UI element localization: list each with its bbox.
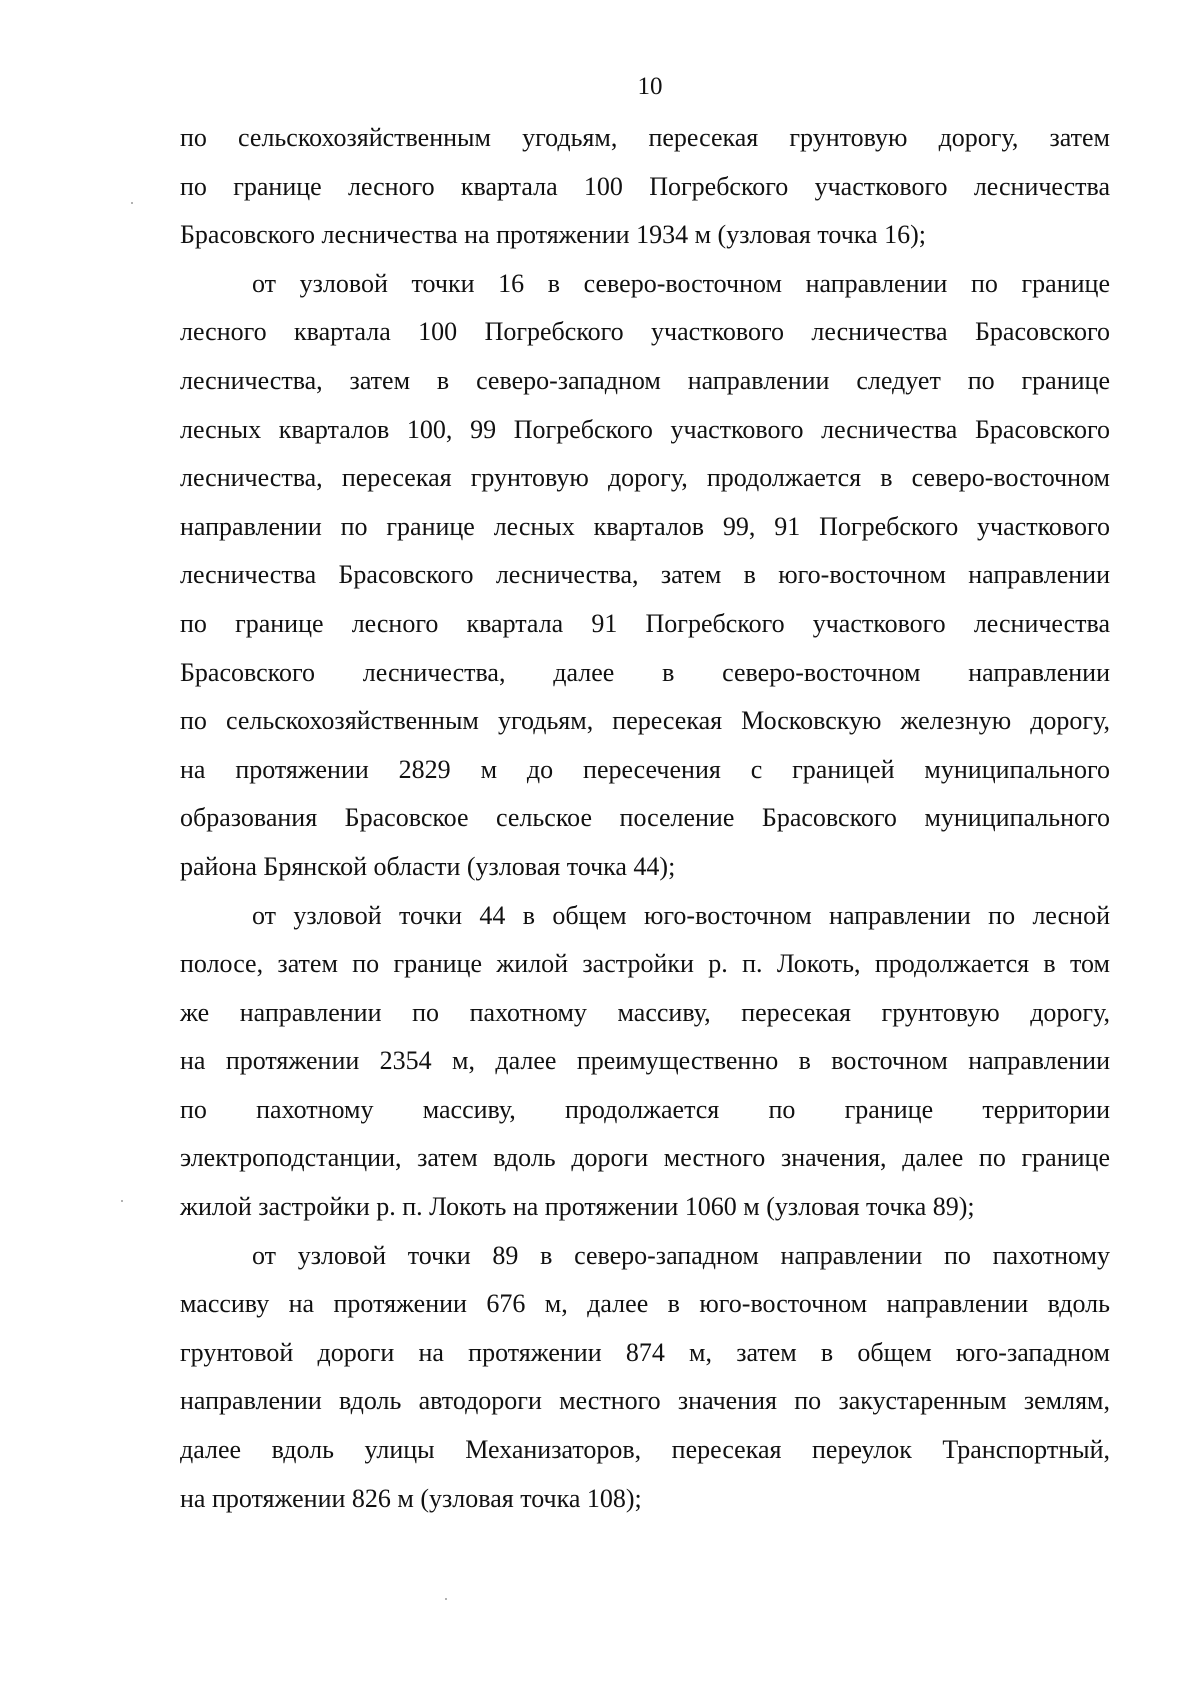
text-line: на протяжении 2829 м до пересечения с границей муниципального xyxy=(180,754,1110,784)
text-line: Брасовского лесничества на протяжении 1934 м (узловая точка 16); xyxy=(180,220,926,250)
text-line: на протяжении 826 м (узловая точка 108); xyxy=(180,1483,642,1513)
text-line: лесных кварталов 100, 99 Погребского участкового лесничества Брасовского xyxy=(180,414,1110,444)
text-line: по сельскохозяйственным угодьям, пересекая грунтовую дорогу, затем xyxy=(180,123,1110,152)
text-line: грунтовой дороги на протяжении 874 м, затем в общем юго-западном xyxy=(180,1337,1110,1367)
document-body xyxy=(180,114,1110,1523)
text-line: же направлении по пахотному массиву, пересекая грунтовую дорогу, xyxy=(180,997,1110,1027)
text-line: жилой застройки р. п. Локоть на протяжении 1060 м (узловая точка 89); xyxy=(180,1192,975,1222)
text-line: лесничества, затем в северо-западном направлении следует по границе xyxy=(180,365,1110,395)
scan-speck xyxy=(445,1598,447,1600)
text-line: лесного квартала 100 Погребского участкового лесничества Брасовского xyxy=(180,317,1110,347)
text-line: лесничества Брасовского лесничества, затем в юго-восточном направлении xyxy=(180,560,1110,590)
scan-speck xyxy=(121,1200,123,1202)
page-number: 10 xyxy=(637,73,663,100)
text-line: далее вдоль улицы Механизаторов, пересекая переулок Транспортный, xyxy=(180,1435,1110,1465)
text-line: на протяжении 2354 м, далее преимущественно в восточном направлении xyxy=(180,1046,1110,1076)
text-line: от узловой точки 16 в северо-восточном направлении по границе xyxy=(252,268,1110,298)
text-line: массиву на протяжении 676 м, далее в юго-восточном направлении вдоль xyxy=(180,1289,1110,1319)
text-line: лесничества, пересекая грунтовую дорогу, продолжается в северо-восточном xyxy=(180,463,1110,493)
text-line: по сельскохозяйственным угодьям, пересекая Московскую железную дорогу, xyxy=(180,706,1110,736)
text-line: от узловой точки 89 в северо-западном направлении по пахотному xyxy=(252,1240,1110,1270)
text-line: электроподстанции, затем вдоль дороги местного значения, далее по границе xyxy=(180,1143,1110,1173)
text-line: от узловой точки 44 в общем юго-восточном направлении по лесной xyxy=(252,900,1110,930)
text-line: по пахотному массиву, продолжается по границе территории xyxy=(180,1094,1110,1124)
text-line: образования Брасовское сельское поселение Брасовского муниципального xyxy=(180,803,1110,833)
text-line: по границе лесного квартала 100 Погребского участкового лесничества xyxy=(180,171,1110,201)
scan-speck xyxy=(131,202,133,204)
text-line: направлении по границе лесных кварталов 99, 91 Погребского участкового xyxy=(180,511,1110,541)
text-line: Брасовского лесничества, далее в северо-восточном направлении xyxy=(180,657,1110,687)
text-line: полосе, затем по границе жилой застройки р. п. Локоть, продолжается в том xyxy=(180,949,1110,979)
text-line: направлении вдоль автодороги местного значения по закустаренным землям, xyxy=(180,1386,1110,1416)
text-line: района Брянской области (узловая точка 44); xyxy=(180,851,676,881)
text-line: по границе лесного квартала 91 Погребского участкового лесничества xyxy=(180,608,1110,638)
